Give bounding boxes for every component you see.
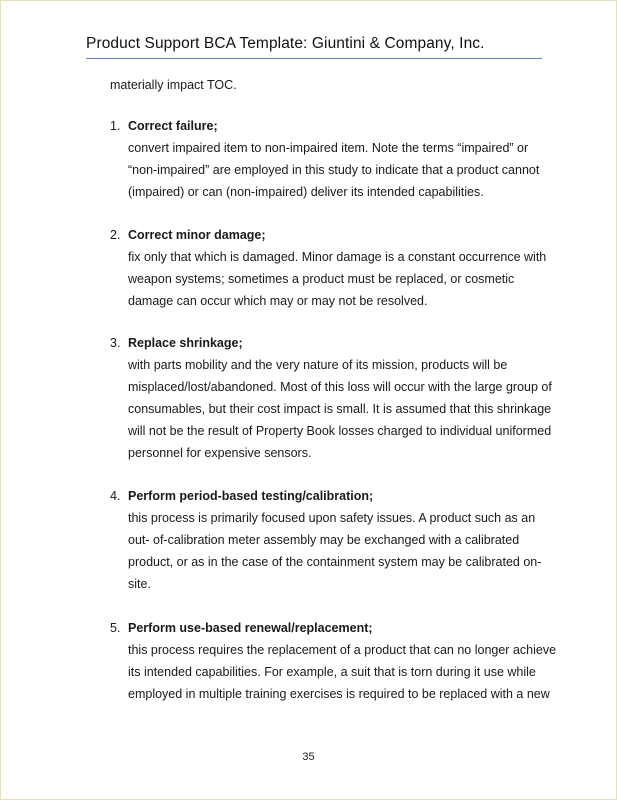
list-item-body — [128, 137, 550, 203]
body-line: personnel for expensive sensors. — [128, 446, 312, 460]
list-item-number: 4. — [110, 489, 121, 503]
list-item-title: Perform use-based renewal/replacement; — [128, 621, 373, 635]
page-number: 35 — [302, 751, 315, 763]
body-line: weapon systems; sometimes a product must be replaced, or cosmetic — [128, 272, 515, 286]
body-line: employed in multiple training exercises is required to be replaced with a new — [128, 687, 550, 701]
body-line: fix only that which is damaged. Minor damage is a constant occurrence with — [128, 250, 547, 264]
header-divider — [86, 58, 542, 59]
list-item-5 — [110, 617, 557, 705]
list-item-body — [128, 639, 557, 705]
list-item-1 — [110, 115, 550, 203]
list-item-body — [128, 507, 550, 595]
list-item-title: Perform period-based testing/calibration; — [128, 489, 374, 503]
list-item-number: 1. — [110, 119, 121, 133]
list-item-title: Correct failure; — [128, 119, 218, 133]
list-item-heading — [110, 224, 550, 246]
body-line: this process is primarily focused upon safety issues. A product such as an — [128, 511, 536, 525]
list-item-heading — [110, 617, 550, 639]
page-header-title: Product Support BCA Template: Giuntini & Company, Inc. — [86, 35, 485, 52]
body-line: damage can occur which may or may not be resolved. — [128, 294, 428, 308]
list-item-body — [128, 246, 550, 312]
list-item-heading — [110, 485, 550, 507]
list-item-heading — [110, 332, 550, 354]
body-line: site. — [128, 577, 151, 591]
body-line: consumables, but their cost impact is small. It is assumed that this shrinkage — [128, 402, 552, 416]
list-item-body — [128, 354, 550, 464]
list-item-title: Correct minor damage; — [128, 228, 266, 242]
list-item-3 — [110, 332, 550, 464]
list-item-2 — [110, 224, 550, 312]
body-line: convert impaired item to non-impaired item. Note the terms “impaired” or — [128, 141, 529, 155]
body-line: will not be the result of Property Book losses charged to individual uniformed — [128, 424, 552, 438]
body-line: (impaired) or can (non-impaired) deliver its intended capabilities. — [128, 185, 484, 199]
body-line: its intended capabilities. For example, a suit that is torn during it use while — [128, 665, 536, 679]
body-line: this process requires the replacement of a product that can no longer achieve — [128, 643, 557, 657]
body-line: misplaced/lost/abandoned. Most of this loss will occur with the large group of — [128, 380, 552, 394]
list-item-number: 5. — [110, 621, 121, 635]
body-line: with parts mobility and the very nature of its mission, products will be — [128, 358, 508, 372]
continuation-text: materially impact TOC. — [110, 78, 237, 92]
list-item-number: 3. — [110, 336, 121, 350]
list-item-title: Replace shrinkage; — [128, 336, 243, 350]
body-line: “non-impaired” are employed in this study to indicate that a product cannot — [128, 163, 540, 177]
body-line: product, or as in the case of the containment system may be calibrated on- — [128, 555, 542, 569]
list-item-number: 2. — [110, 228, 121, 242]
body-line: out- of-calibration meter assembly may be exchanged with a calibrated — [128, 533, 520, 547]
list-item-heading — [110, 115, 550, 137]
list-item-4 — [110, 485, 550, 595]
